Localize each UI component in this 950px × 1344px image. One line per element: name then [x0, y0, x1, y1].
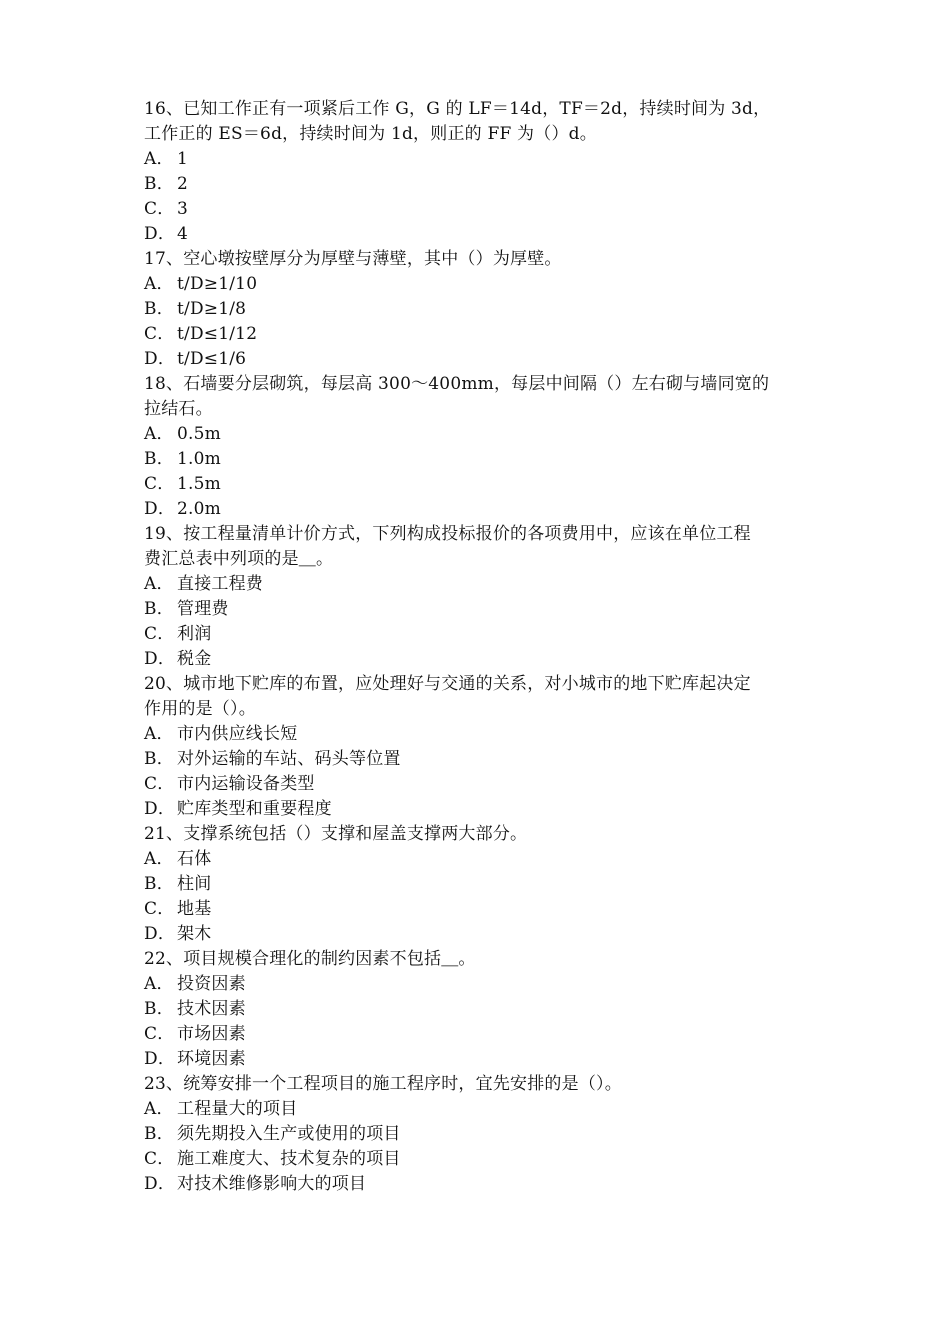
option-letter: C． — [144, 1149, 175, 1169]
option-letter: D． — [144, 349, 176, 369]
answer-option — [144, 222, 814, 247]
question-block — [144, 247, 814, 372]
option-text: 贮库类型和重要程度 — [177, 799, 332, 819]
option-text: 2 — [177, 174, 189, 194]
option-letter: B． — [144, 174, 174, 194]
question-block — [144, 947, 814, 1072]
document-page — [144, 97, 814, 1197]
option-text: 利润 — [177, 624, 212, 644]
option-text: 0.5m — [177, 424, 221, 444]
option-letter: C． — [144, 474, 175, 494]
answer-option — [144, 322, 814, 347]
option-letter: D． — [144, 1049, 176, 1069]
option-text: 环境因素 — [177, 1049, 246, 1069]
option-letter: C． — [144, 199, 175, 219]
option-text: 对技术维修影响大的项目 — [177, 1174, 367, 1194]
question-stem-line: 工作正的 ES＝6d，持续时间为 1d，则正的 FF 为（）d。 — [144, 124, 597, 144]
answer-option — [144, 872, 814, 897]
answer-option — [144, 572, 814, 597]
option-text: 石体 — [177, 849, 212, 869]
answer-option — [144, 422, 814, 447]
question-stem-line: 22、项目规模合理化的制约因素不包括＿。 — [144, 949, 476, 969]
answer-option — [144, 497, 814, 522]
option-letter: A． — [144, 1099, 174, 1119]
answer-option — [144, 997, 814, 1022]
answer-option — [144, 622, 814, 647]
answer-option — [144, 747, 814, 772]
answer-option — [144, 147, 814, 172]
answer-option — [144, 1097, 814, 1122]
question-stem-line: 23、统筹安排一个工程项目的施工程序时，宜先安排的是（）。 — [144, 1074, 622, 1094]
option-text: 架木 — [177, 924, 212, 944]
answer-option — [144, 1122, 814, 1147]
question-stem-line: 17、空心墩按壁厚分为厚壁与薄壁，其中（）为厚壁。 — [144, 249, 562, 269]
option-letter: A． — [144, 574, 174, 594]
option-text: t/D≥1/8 — [177, 299, 247, 319]
option-letter: B． — [144, 1124, 174, 1144]
option-text: 技术因素 — [177, 999, 246, 1019]
option-letter: D． — [144, 224, 176, 244]
answer-option — [144, 797, 814, 822]
question-stem-line: 19、按工程量清单计价方式，下列构成投标报价的各项费用中，应该在单位工程 — [144, 524, 751, 544]
question-block — [144, 672, 814, 822]
answer-option — [144, 1172, 814, 1197]
option-text: 施工难度大、技术复杂的项目 — [177, 1149, 401, 1169]
option-text: t/D≤1/12 — [177, 324, 258, 344]
question-block — [144, 1072, 814, 1197]
option-letter: D． — [144, 1174, 176, 1194]
option-letter: B． — [144, 999, 174, 1019]
question-block — [144, 372, 814, 522]
option-letter: A． — [144, 974, 174, 994]
option-letter: C． — [144, 624, 175, 644]
option-text: 投资因素 — [177, 974, 246, 994]
option-text: 工程量大的项目 — [177, 1099, 298, 1119]
answer-option — [144, 1047, 814, 1072]
option-text: 市场因素 — [177, 1024, 246, 1044]
option-text: 税金 — [177, 649, 212, 669]
answer-option — [144, 297, 814, 322]
question-stem-line: 作用的是（）。 — [144, 699, 256, 719]
option-letter: C． — [144, 1024, 175, 1044]
option-letter: A． — [144, 274, 174, 294]
question-stem-line: 18、石墙要分层砌筑，每层高 300～400mm，每层中间隔（）左右砌与墙同宽的 — [144, 374, 770, 394]
option-text: t/D≤1/6 — [177, 349, 247, 369]
option-text: t/D≥1/10 — [177, 274, 258, 294]
option-text: 2.0m — [177, 499, 221, 519]
option-letter: D． — [144, 924, 176, 944]
option-letter: B． — [144, 299, 174, 319]
option-text: 1.5m — [177, 474, 221, 494]
answer-option — [144, 447, 814, 472]
answer-option — [144, 1147, 814, 1172]
option-letter: B． — [144, 874, 174, 894]
option-text: 直接工程费 — [177, 574, 263, 594]
option-letter: D． — [144, 799, 176, 819]
question-block — [144, 522, 814, 672]
answer-option — [144, 472, 814, 497]
answer-option — [144, 272, 814, 297]
answer-option — [144, 347, 814, 372]
option-letter: B． — [144, 599, 174, 619]
question-stem-line: 20、城市地下贮库的布置，应处理好与交通的关系，对小城市的地下贮库起决定 — [144, 674, 751, 694]
option-text: 3 — [177, 199, 189, 219]
answer-option — [144, 772, 814, 797]
option-letter: A． — [144, 724, 174, 744]
option-text: 对外运输的车站、码头等位置 — [177, 749, 401, 769]
answer-option — [144, 847, 814, 872]
option-letter: C． — [144, 774, 175, 794]
option-text: 须先期投入生产或使用的项目 — [177, 1124, 401, 1144]
option-text: 4 — [177, 224, 189, 244]
option-letter: A． — [144, 149, 174, 169]
answer-option — [144, 897, 814, 922]
answer-option — [144, 197, 814, 222]
option-text: 1 — [177, 149, 189, 169]
answer-option — [144, 722, 814, 747]
option-letter: A． — [144, 424, 174, 444]
option-letter: D． — [144, 649, 176, 669]
question-block — [144, 97, 814, 247]
option-letter: B． — [144, 749, 174, 769]
option-letter: B． — [144, 449, 174, 469]
question-stem-line: 费汇总表中列项的是＿。 — [144, 549, 334, 569]
option-letter: A． — [144, 849, 174, 869]
answer-option — [144, 922, 814, 947]
answer-option — [144, 597, 814, 622]
question-stem-line: 16、已知工作正有一项紧后工作 G，G 的 LF＝14d，TF＝2d，持续时间为 3d， — [144, 99, 771, 119]
answer-option — [144, 647, 814, 672]
option-letter: C． — [144, 899, 175, 919]
option-letter: D． — [144, 499, 176, 519]
option-text: 管理费 — [177, 599, 229, 619]
answer-option — [144, 172, 814, 197]
option-letter: C． — [144, 324, 175, 344]
question-stem-line: 21、支撑系统包括（）支撑和屋盖支撑两大部分。 — [144, 824, 528, 844]
answer-option — [144, 1022, 814, 1047]
question-stem-line: 拉结石。 — [144, 399, 213, 419]
question-block — [144, 822, 814, 947]
option-text: 柱间 — [177, 874, 212, 894]
answer-option — [144, 972, 814, 997]
option-text: 市内运输设备类型 — [177, 774, 315, 794]
option-text: 地基 — [177, 899, 212, 919]
option-text: 1.0m — [177, 449, 221, 469]
option-text: 市内供应线长短 — [177, 724, 298, 744]
